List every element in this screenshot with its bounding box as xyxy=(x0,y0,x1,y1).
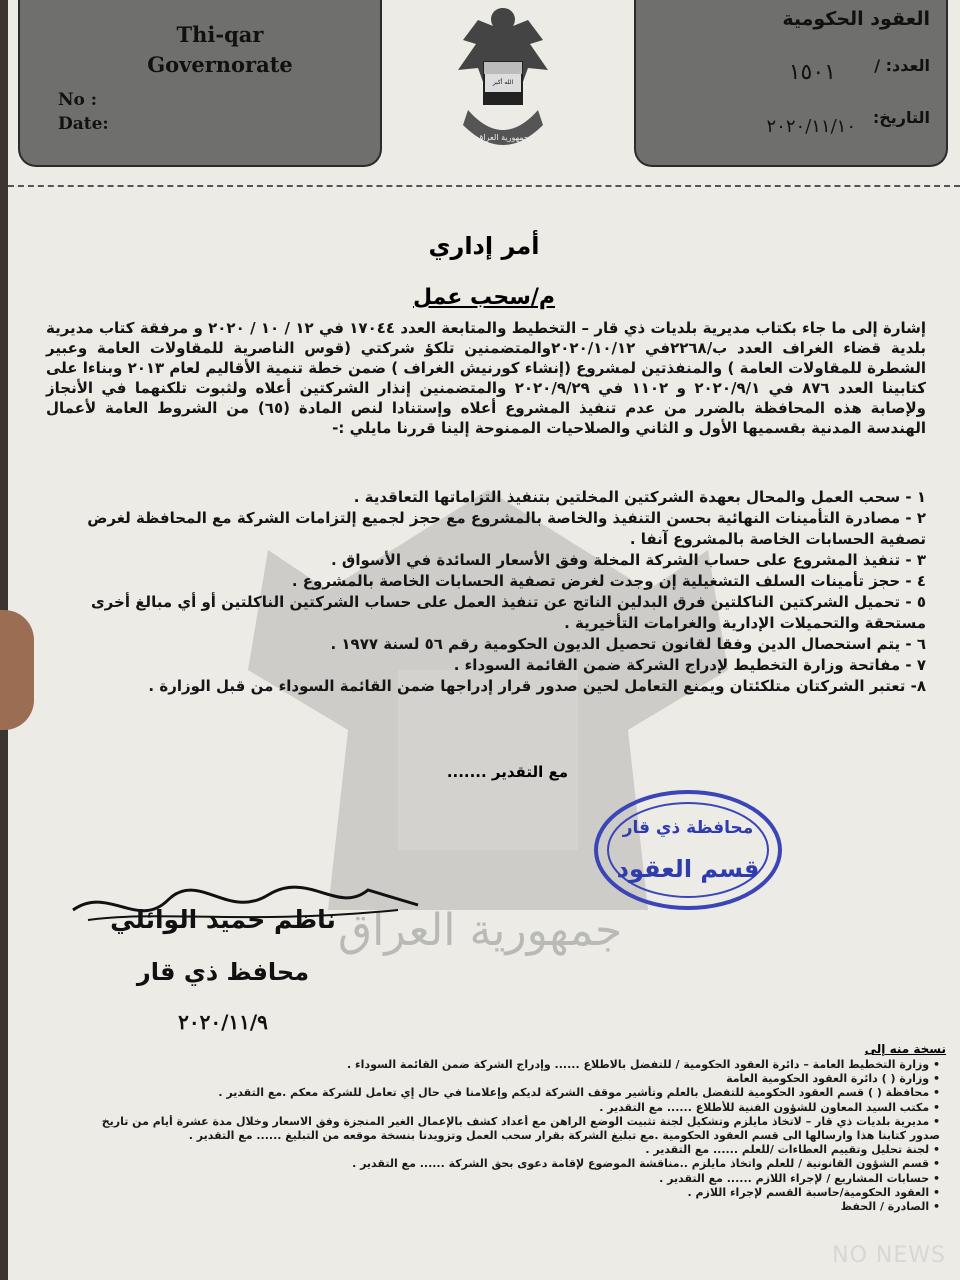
number-label-ar: العدد: / xyxy=(874,56,930,75)
copies-heading: نسخة منه إلى xyxy=(864,1042,946,1056)
handwritten-date: ٢٠٢٠/١١/١٠ xyxy=(766,116,856,137)
copies-list xyxy=(80,1058,940,1214)
decision-item: ٦ - يتم استحصال الدين وفقا لقانون تحصيل الديون الحكومية رقم ٥٦ لسنة ١٩٧٧ . xyxy=(330,635,926,653)
emblem-inner-text: الله أكبر xyxy=(492,79,514,86)
watermark-text: جمهورية العراق xyxy=(338,905,623,956)
copy-recipient: • مكتب السيد المعاون للشؤون الفنية للأطلاع ...... مع التقدير . xyxy=(599,1100,940,1114)
signature-date: ٢٠٢٠/١١/٩ xyxy=(178,1010,268,1034)
copy-recipient: • حسابات المشاريع / لإجراء اللازم ...... مع التقدير . xyxy=(659,1171,940,1185)
decision-item: ١ - سحب العمل والمحال بعهدة الشركتين المخلتين بتنفيذ التزاماتها التعاقدية . xyxy=(353,488,926,506)
header-left-box xyxy=(18,0,382,167)
copy-recipient: • لجنة تحليل وتقييم العطاءات /للعلم ...... مع التقدير . xyxy=(645,1143,940,1157)
document-page xyxy=(8,0,960,1280)
decision-item: ٤ - حجز تأمينات السلف التشغيلية إن وجدت لغرض تصفية الحسابات الخاصة بالمشروع . xyxy=(291,572,926,590)
decision-item: ٧ - مفاتحة وزارة التخطيط لإدراج الشركة ضمن القائمة السوداء . xyxy=(453,656,926,674)
copy-recipient: • قسم الشؤون القانونية / للعلم واتخاذ مايلزم ..مناقشة الموضوع لإقامة دعوى بحق الشركة ...... مع التقدير . xyxy=(352,1157,940,1171)
iraq-emblem-icon xyxy=(448,0,558,170)
copy-recipient: • العقود الحكومية/حاسبة القسم لإجراء اللازم . xyxy=(687,1185,940,1199)
document-subject: م/سحب عمل xyxy=(412,285,555,310)
copy-recipient: • وزارة التخطيط العامة – دائرة العقود الحكومية / للتفضل بالاطلاع ...... وإدراج الشركة ضمن القائمة السوداء . xyxy=(347,1058,940,1071)
governorate-title-line2: Governorate xyxy=(147,52,293,77)
date-label-ar: التاريخ: xyxy=(872,108,930,127)
date-label: Date: xyxy=(58,114,109,134)
decision-item: ٨- تعتبر الشركتان متلكئتان ويمنع التعامل لحين صدور قرار إدراجها ضمن القائمة السوداء من قبل الوزارة . xyxy=(148,677,926,695)
decision-item: ٣ - تنفيذ المشروع على حساب الشركة المخلة وفق الأسعار السائدة في الأسواق . xyxy=(331,551,926,569)
decision-items-list xyxy=(46,487,926,697)
header-right-box xyxy=(634,0,948,167)
emblem-band-text: جمهورية العراق xyxy=(477,133,529,142)
header-divider xyxy=(8,185,960,187)
document-title: أمر إداري xyxy=(428,232,540,260)
finger-holding-page xyxy=(0,610,34,730)
decision-item: ٥ - تحميل الشركتين الناكلتين فرق البدلين الناتج عن تنفيذ العمل على حساب الشركتين الناكلتين أو أي مبالغ أخرى مستحقة والتحميلات الإدارية والغرامات التأخيرية . xyxy=(90,593,926,632)
body-paragraph xyxy=(46,318,926,438)
copy-recipient: • مديرية بلديات ذي قار – لاتخاذ مايلزم وتشكيل لجنة تثبيت الوضع الراهن مع أعداد كشف بالإعمال الغير المنجزة وفق الاسعار وخلال مدة عشرة أيام من تاريخ صدور كتابنا هذا وارسالها الى قسم العقود الحكومية .مع تبليغ الشركة بقرار سحب العمل وتزويدنا بنسخة موقعه من التبليغ ...... مع التقدير . xyxy=(101,1114,940,1143)
signatory-position: محافظ ذي قار xyxy=(136,958,310,986)
stamp-line1: محافظة ذي قار xyxy=(622,818,754,838)
signatory-name: ناظم حميد الوائلي xyxy=(110,905,336,934)
handwritten-number: ١٥٠١ xyxy=(788,60,836,85)
contracts-dept-title: العقود الحكومية xyxy=(782,8,930,30)
closing-regards: مع التقدير ....... xyxy=(446,763,568,781)
number-label: No : xyxy=(58,90,98,110)
news-watermark: NO NEWS xyxy=(832,1243,946,1268)
body-paragraph-text: إشارة إلى ما جاء بكتاب مديرية بلديات ذي قار – التخطيط والمتابعة العدد ١٧٠٤٤ في ١٢ / ١٠ / ٢٠٢٠ و مرفقة كتاب مديرية بلدية قضاء الغراف العدد ب/٢٢٦٨في ٢٠٢٠/١٠/١٢والمتضمنين تلكؤ شركتي (قوس الناصرية للمقاولات العامة وعبير الشطرة للمقاولات العامة ) والمنفذتين لمشروع (إنشاء كورنيش الغراف ) ضمن خطة تنمية الأقاليم لعام ٢٠١٣ وبناءا على كتابينا العدد ٨٧٦ في ٢٠٢٠/٩/١ و ١١٠٢ في ٢٠٢٠/٩/٢٩ والمتضمنين إنذار الشركتين أعلاه ولثبوت تلكنهما في الأنجاز ولإصابة هذه المحافظة بالضرر من عدم تنفيذ المشروع أعلاه وإستنادا لنص المادة (٦٥) من الشروط العامة لأعمال الهندسة المدنية بقسميها الأول و الثاني والصلاحيات الممنوحة إلينا قررنا مايلي :- xyxy=(46,319,926,437)
stamp-line2: قسم العقود xyxy=(616,855,760,883)
decision-item: ٢ - مصادرة التأمينات النهائية بحسن التنفيذ والخاصة بالمشروع مع حجز لجميع إلتزامات الشركة مع المحافظة لغرض تصفية الحسابات الخاصة بالمشروع آنفا . xyxy=(87,509,926,548)
governorate-title-line1: Thi-qar xyxy=(176,22,264,47)
contracts-stamp xyxy=(588,785,788,915)
copy-recipient: • محافظة ( ) قسم العقود الحكومية للتفضل بالعلم وتأشير موقف الشركة لديكم وإعلامنا في حال إي تعامل للشركة معكم .مع التقدير . xyxy=(218,1086,940,1100)
copy-recipient: • الصادرة / الحفظ xyxy=(840,1200,940,1214)
copy-recipient: • وزارة ( ) دائرة العقود الحكومية العامة xyxy=(726,1072,940,1086)
